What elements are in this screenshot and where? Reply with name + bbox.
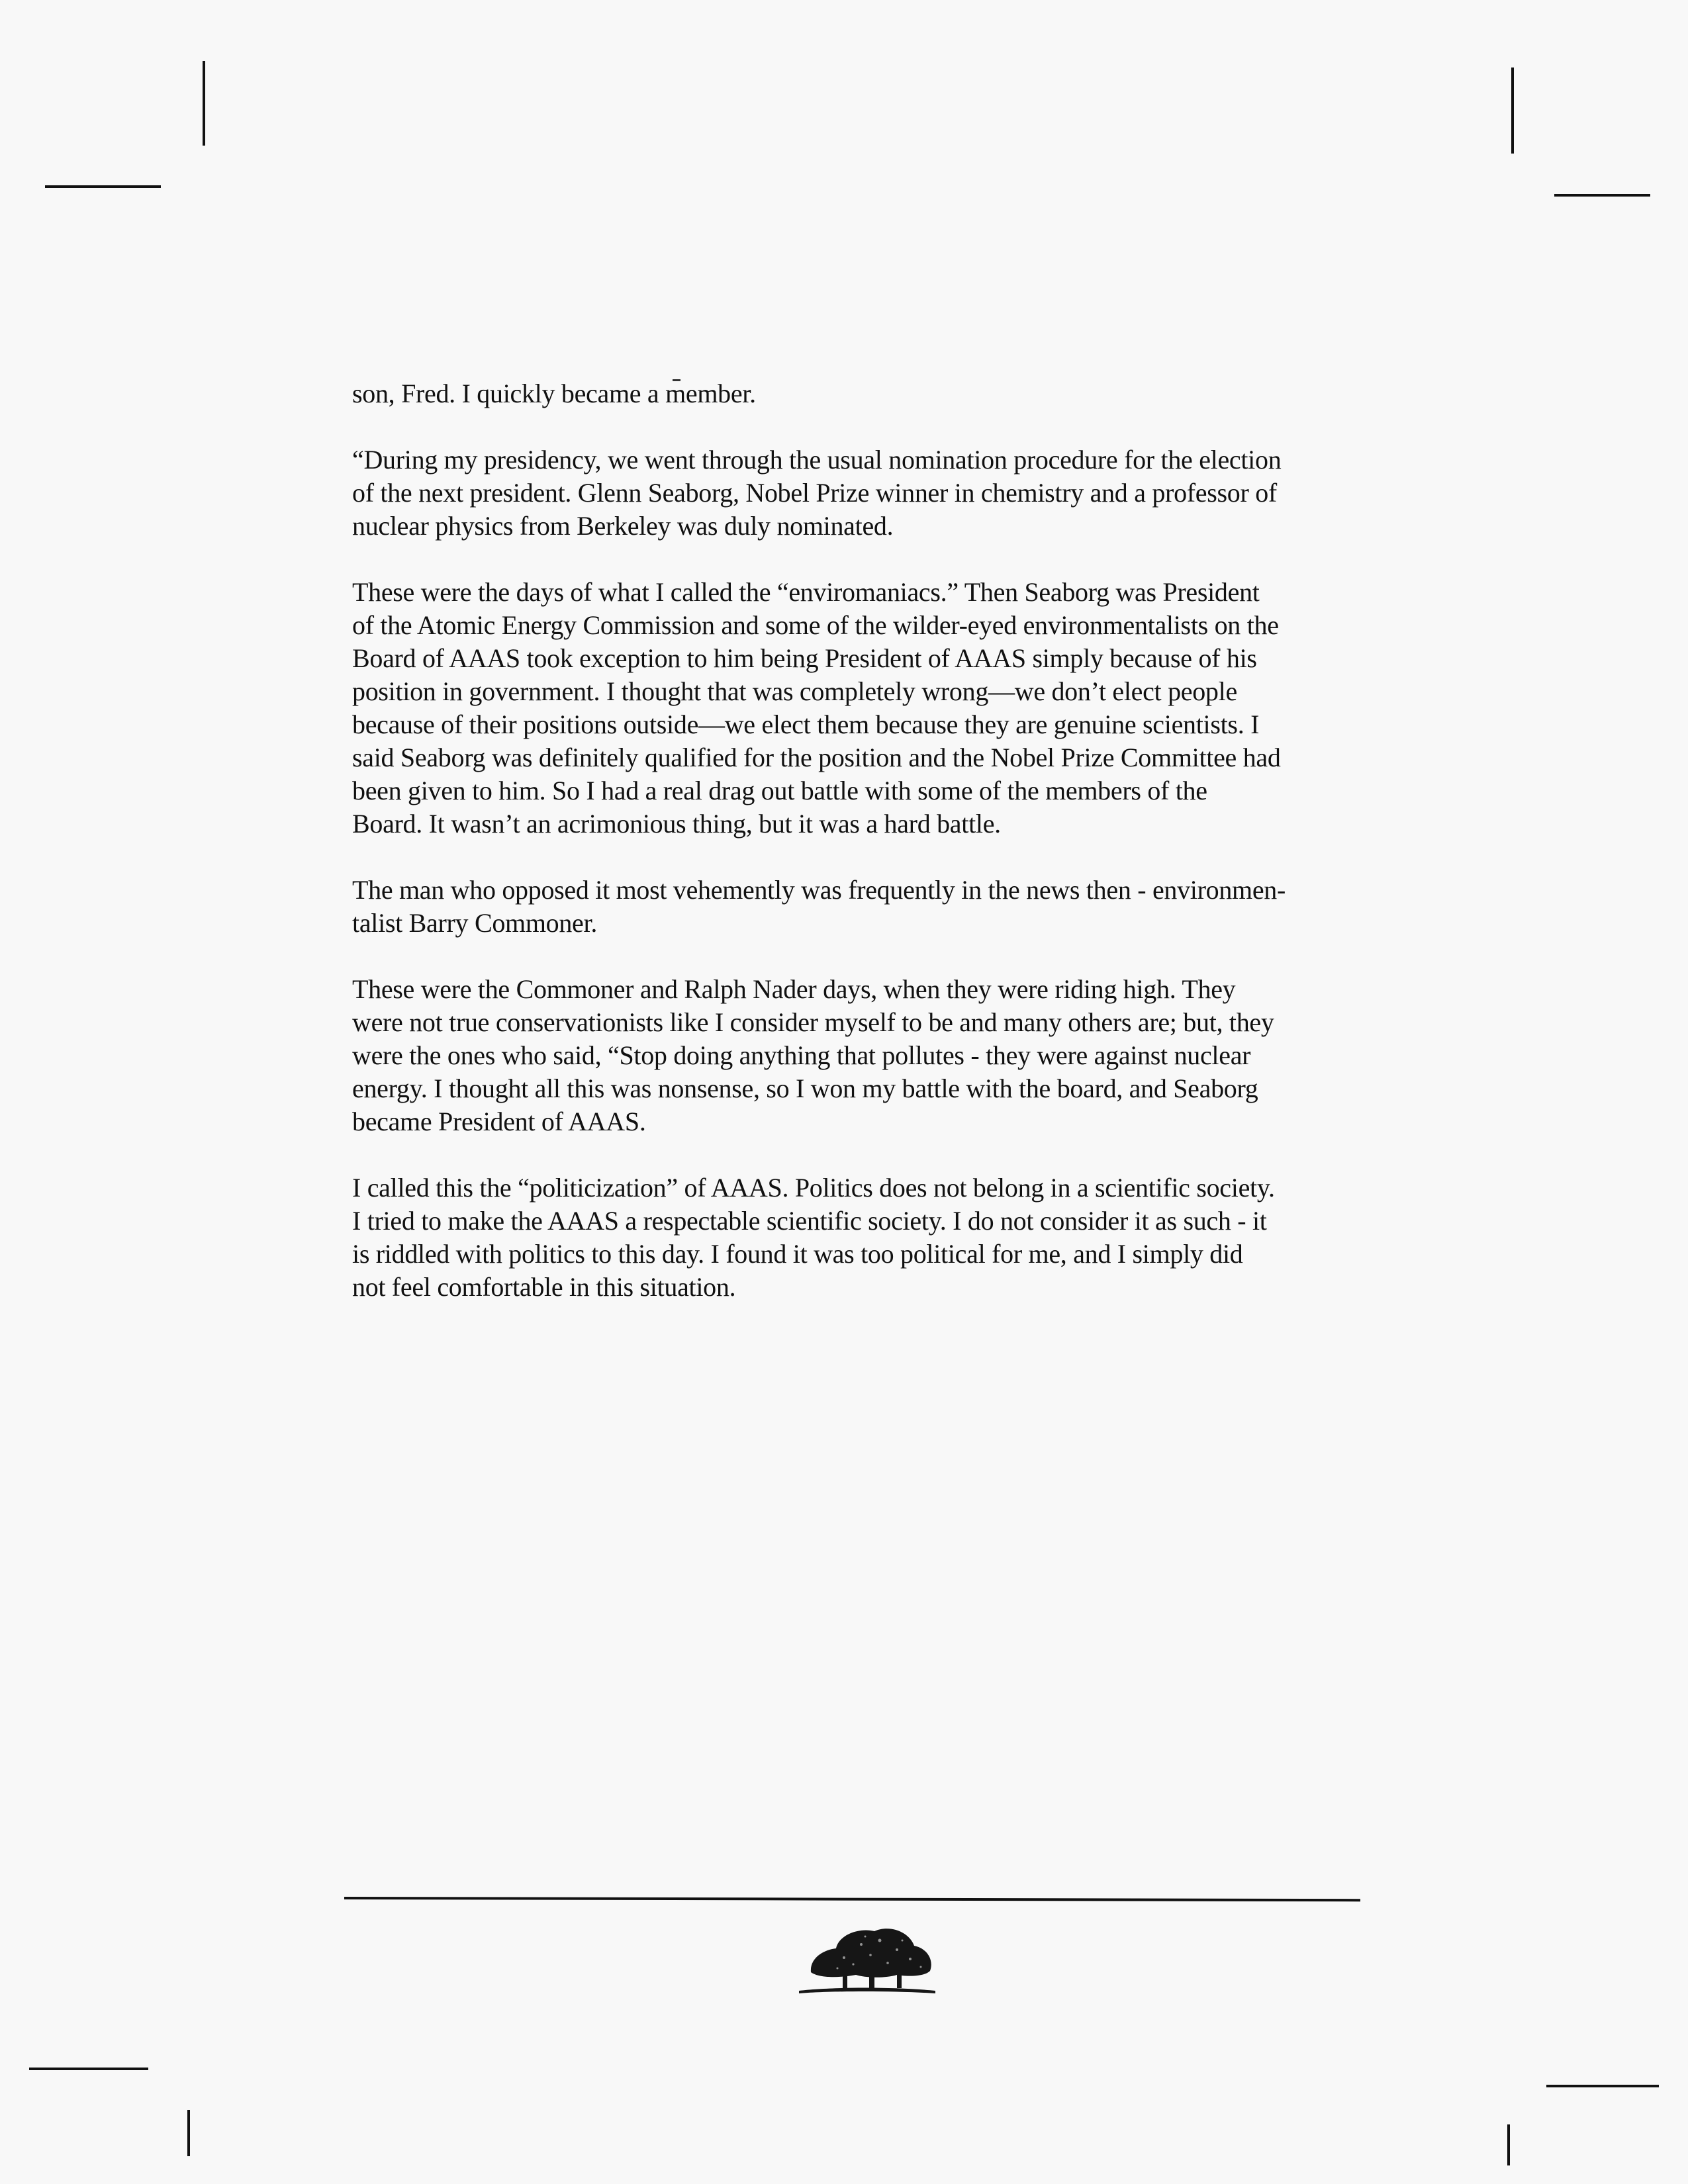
text-line: nuclear physics from Berkeley was duly nominated. (352, 511, 894, 541)
crop-mark-bottom-left-horizontal (29, 2068, 148, 2070)
text-line: I called this the “politicization” of AAAS. Politics does not belong in a scientific society. (352, 1173, 1275, 1203)
crop-mark-bottom-left-vertical (187, 2110, 190, 2156)
text-line: said Seaborg was definitely qualified for the position and the Nobel Prize Committee had (352, 743, 1281, 772)
text-line: of the next president. Glenn Seaborg, Nobel Prize winner in chemistry and a professor of (352, 478, 1277, 508)
crop-mark-bottom-right-horizontal (1546, 2085, 1659, 2087)
text-line: Board of AAAS took exception to him being President of AAAS simply because of his (352, 643, 1257, 673)
text-line: talist Barry Commoner. (352, 908, 598, 938)
text-line: is riddled with politics to this day. I found it was too political for me, and I simply did (352, 1239, 1243, 1269)
tree-logo-icon (798, 1911, 937, 1997)
crop-mark-top-right-vertical (1511, 68, 1514, 154)
text-line: Board. It wasn’t an acrimonious thing, but it was a hard battle. (352, 809, 1001, 839)
text-line: These were the Commoner and Ralph Nader days, when they were riding high. They (352, 974, 1236, 1004)
paragraph (352, 443, 1365, 543)
crop-mark-top-left-vertical (203, 61, 205, 146)
crop-mark-bottom-right-vertical (1507, 2124, 1510, 2165)
text-line: These were the days of what I called the “enviromaniacs.” Then Seaborg was President (352, 577, 1260, 607)
text-line: energy. I thought all this was nonsense, so I won my battle with the board, and Seaborg (352, 1073, 1258, 1103)
footer-rule (344, 1897, 1360, 1901)
text-line: were not true conservationists like I consider myself to be and many others are; but, they (352, 1007, 1274, 1037)
text-line: because of their positions outside—we elect them because they are genuine scientists. I (352, 709, 1260, 739)
crop-mark-top-left-horizontal (45, 185, 161, 188)
text-line: son, Fred. I quickly became a member. (352, 379, 756, 408)
text-line: not feel comfortable in this situation. (352, 1272, 736, 1302)
text-line: of the Atomic Energy Commission and some of the wilder-eyed environmentalists on the (352, 610, 1279, 640)
text-line: “During my presidency, we went through the usual nomination procedure for the election (352, 445, 1282, 475)
paragraph (352, 973, 1365, 1138)
crop-mark-top-right-horizontal (1554, 194, 1650, 197)
text-line: position in government. I thought that was completely wrong—we don’t elect people (352, 676, 1237, 706)
text-line: been given to him. So I had a real drag out battle with some of the members of the (352, 776, 1207, 805)
text-line: I tried to make the AAAS a respectable scientific society. I do not consider it as such - it (352, 1206, 1267, 1236)
text-line: The man who opposed it most vehemently was frequently in the news then - environmen- (352, 875, 1286, 905)
paragraph (352, 1171, 1365, 1304)
memoir-body-text (352, 377, 1365, 1337)
paragraph (352, 576, 1365, 841)
paragraph (352, 377, 1365, 410)
text-line: were the ones who said, “Stop doing anything that pollutes - they were against nuclear (352, 1040, 1251, 1070)
paragraph (352, 874, 1365, 940)
text-line: became President of AAAS. (352, 1107, 646, 1136)
